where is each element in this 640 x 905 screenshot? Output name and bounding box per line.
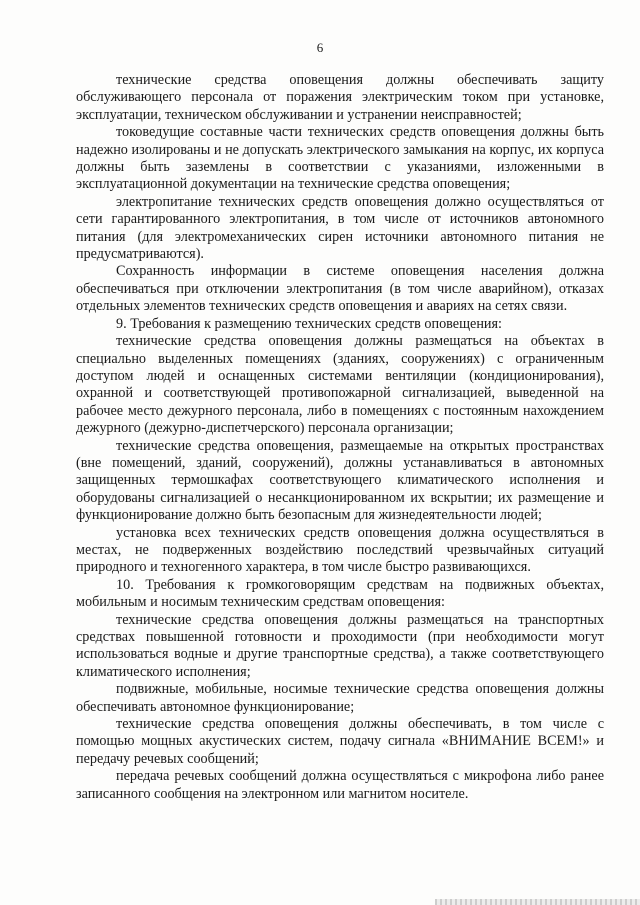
paragraph-vehicle-placement: технические средства оповещения должны размещаться на транспортных средствах повышенной готовности и проходимости (при необходимости могут использоваться водные и другие транспортные средства), а также соответствующего климатического исполнения; xyxy=(76,611,604,680)
paragraph-electric-protection: технические средства оповещения должны обеспечивать защиту обслуживающего персонала от поражения электрическим током при установке, эксплуатации, техническом обслуживании и устранении неисправностей; xyxy=(76,72,604,123)
paragraph-outdoor-placement: технические средства оповещения, размещаемые на открытых пространствах (вне помещений, зданий, сооружений), должны устанавливаться в автономных защищенных термошкафах соответствующего климатического исполнения и оборудованы сигнализацией о несанкционированном их вскрытии; их размещение и функционирование должно быть безопасным для жизнедеятельности людей; xyxy=(76,437,604,524)
document-body xyxy=(76,72,604,803)
section-heading-10: 10. Требования к громкоговорящим средствам на подвижных объектах, мобильным и носимым техническим средствам оповещения: xyxy=(76,576,604,611)
paragraph-signal-delivery: технические средства оповещения должны обеспечивать, в том числе с помощью мощных акустических систем, подачу сигнала «ВНИМАНИЕ ВСЕМ!» и передачу речевых сообщений; xyxy=(76,716,604,767)
section-heading-9: 9. Требования к размещению технических средств оповещения: xyxy=(116,315,502,332)
paragraph-installation-location: установка всех технических средств оповещения должна осуществляться в местах, не подверженных воздействию последствий чрезвычайных ситуаций природного и техногенного характера, в том числе быстро развивающихся. xyxy=(76,524,604,576)
paragraph-power-supply: электропитание технических средств оповещения должно осуществляться от сети гарантированного электропитания, в том числе от источников автономного питания (для электромеханических сирен источники автономного питания не предусматриваются). xyxy=(76,193,604,263)
paragraph-information-safety: Сохранность информации в системе оповещения населения должна обеспечиваться при отключении электропитания (в том числе аварийном), отказах отдельных элементов технических средств оповещения и авариях на сетях связи. xyxy=(76,263,604,315)
paragraph-voice-messages: передача речевых сообщений должна осуществляться с микрофона либо ранее записанного сообщения на электронном или магнитом носителе. xyxy=(76,768,604,802)
page-number: 6 xyxy=(316,40,324,55)
scan-edge-mark xyxy=(435,899,640,905)
paragraph-autonomous-operation: подвижные, мобильные, носимые технические средства оповещения должны обеспечивать автономное функционирование; xyxy=(76,681,604,715)
paragraph-insulation: токоведущие составные части технических средств оповещения должны быть надежно изолированы и не допускать электрического замыкания на корпус, их корпуса должны быть заземлены в соответствии с указаниями, изложенными в эксплуатационной документации на технические средства оповещения; xyxy=(76,124,604,193)
paragraph-indoor-placement: технические средства оповещения должны размещаться на объектах в специально выделенных помещениях (зданиях, сооружениях) с ограниченным доступом людей и оснащенных системами вентиляции (кондиционирования), охранной и соответствующей противопожарной сигнализацией, выведенной на рабочее место дежурного персонала, либо в помещениях с постоянным нахождением дежурного (дежурно-диспетчерского) персонала организации; xyxy=(76,333,604,437)
